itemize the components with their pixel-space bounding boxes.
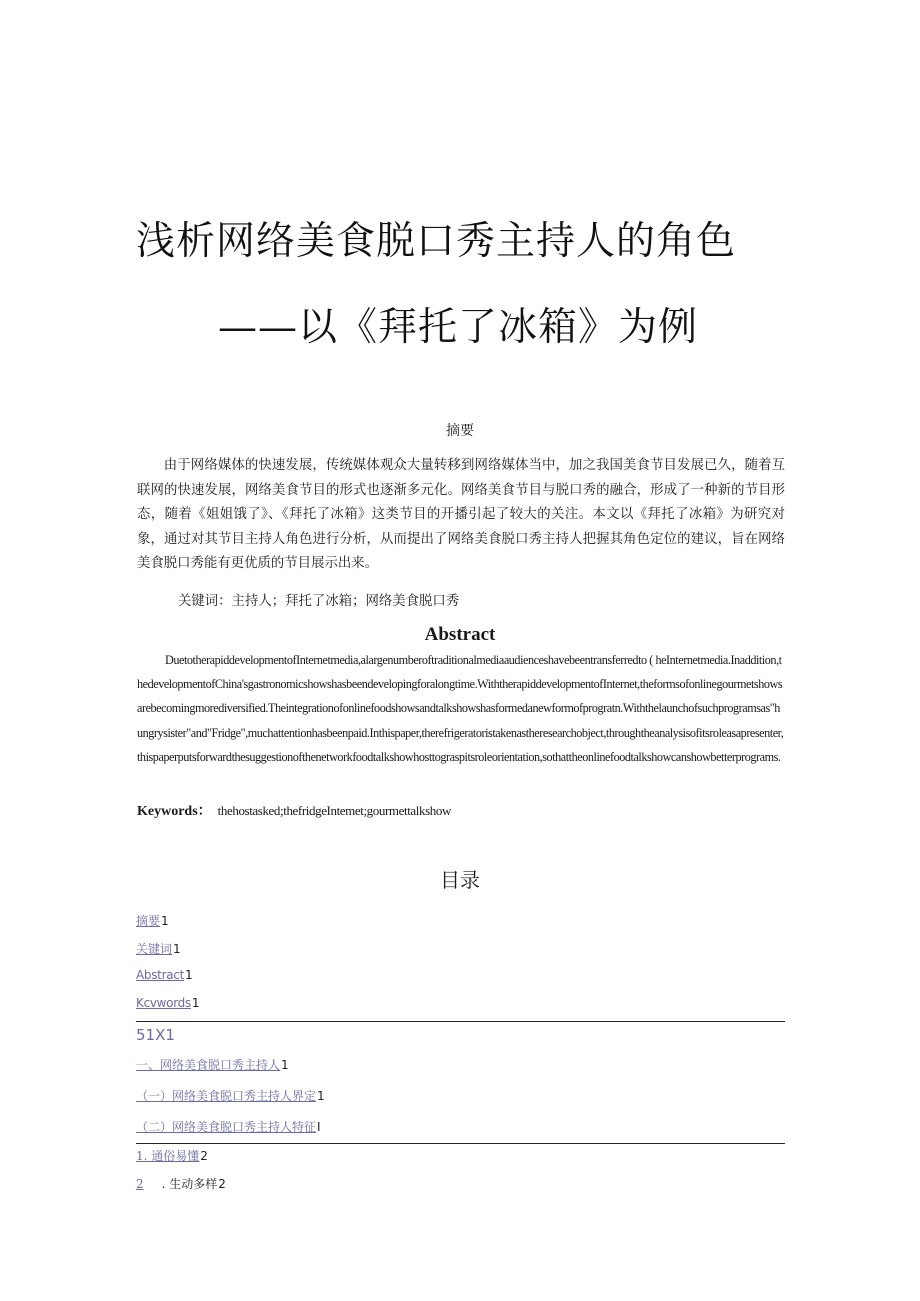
- toc-page-number: 1: [173, 942, 181, 956]
- keywords-en-value: thehostasked;thefridgeIntemet;gourmettalkshow: [217, 803, 451, 818]
- toc-link[interactable]: . 生动多样: [161, 1177, 218, 1191]
- toc-page-number: 1: [281, 1058, 289, 1072]
- abstract-en-body: DuetotherapiddevelopmentofInternetmedia,alargenumberoftraditionalmediaaudienceshavebeentransferredto ( heInternetmedia.Inaddition,thedevelopmentofChina'sgastronomicshowshasbeendevelopingforalongtime.WiththerapiddevelopmentofInternet,theformsofonlinegourmetshowsarebecomingmorediversified.Theintegrationofonlinefoodshowsandtalkshowshasformedanewformofprogratn.Withthelaunchofsuchprogramsas"hungrysister"and"Fridge",muchattentionhasbeenpaid.Inthispaper,therefrigeratoristakenastheresearchobject,throughtheanalysisofitsroleasapresenter,thispaperputsforwardthesuggestionofthenetworkfoodtalkshowhosttograspitsroleorientation,sothattheonlinefoodtalkshowcanshowbetterprograms.: [137, 653, 784, 764]
- toc-page-number: 1: [184, 968, 193, 982]
- toc-item-subsection-1[interactable]: [136, 1147, 208, 1164]
- abstract-en-heading: Abstract: [424, 624, 496, 645]
- toc-link[interactable]: （一）网络美食脱口秀主持人界定: [136, 1089, 317, 1103]
- toc-divider: [136, 1143, 785, 1144]
- toc-heading: 目录: [440, 868, 480, 892]
- toc-link[interactable]: 摘要: [136, 914, 161, 928]
- paper-title-line1: 浅析网络美食脱口秀主持人的角色: [136, 219, 737, 264]
- toc-section-label: 51X1: [136, 1026, 175, 1044]
- toc-item-keywords-cn[interactable]: [136, 940, 181, 957]
- toc-item-section-1-1[interactable]: [136, 1087, 325, 1104]
- toc-item-subsection-2[interactable]: [136, 1175, 226, 1192]
- toc-item-abstract-cn[interactable]: [136, 912, 169, 929]
- toc-link[interactable]: Abstract: [136, 968, 184, 982]
- toc-link[interactable]: （二）网络美食脱口秀主持人特征: [136, 1120, 317, 1134]
- toc-page-number: 2: [200, 1149, 208, 1163]
- toc-item-section-1-2[interactable]: [136, 1118, 321, 1135]
- toc-page-number: 1: [317, 1089, 325, 1103]
- keywords-en-label: Keywords：: [137, 804, 212, 819]
- toc-item-chapter-1[interactable]: [136, 1056, 289, 1073]
- toc-link[interactable]: 关键词: [136, 942, 173, 956]
- toc-item-keywords-en[interactable]: [136, 996, 199, 1010]
- toc-page-number: 1: [161, 914, 169, 928]
- keywords-en: [137, 800, 451, 820]
- toc-page-number: 2: [218, 1177, 226, 1191]
- toc-page-number: 1: [191, 996, 200, 1010]
- toc-link[interactable]: Kcvwords: [136, 996, 191, 1010]
- paper-title-line2: ——以《拜托了冰箱》为例: [218, 305, 699, 350]
- keywords-cn: 关键词：主持人；拜托了冰箱；网络美食脱口秀: [178, 594, 460, 609]
- toc-link[interactable]: 1. 通俗易懂: [136, 1149, 200, 1163]
- toc-link-number[interactable]: 2: [136, 1177, 144, 1191]
- toc-item-abstract-en[interactable]: [136, 968, 192, 982]
- abstract-cn-heading: 摘要: [446, 423, 474, 439]
- abstract-cn-body: 由于网络媒体的快速发展，传统媒体观众大量转移到网络媒体当中，加之我国美食节目发展已久，随着互联网的快速发展，网络美食节目的形式也逐渐多元化。网络美食节目与脱口秀的融合，形成了一种新的节目形态，随着《姐姐饿了》、《拜托了冰箱》这类节目的开播引起了较大的关注。本文以《拜托了冰箱》为研究对象，通过对其节目主持人角色进行分析，从而提出了网络美食脱口秀主持人把握其角色定位的建议，旨在网络美食脱口秀能有更优质的节目展示出来。: [137, 458, 785, 572]
- toc-page-number: I: [317, 1120, 321, 1134]
- toc-link[interactable]: 一、网络美食脱口秀主持人: [136, 1058, 281, 1072]
- toc-divider: [136, 1021, 785, 1022]
